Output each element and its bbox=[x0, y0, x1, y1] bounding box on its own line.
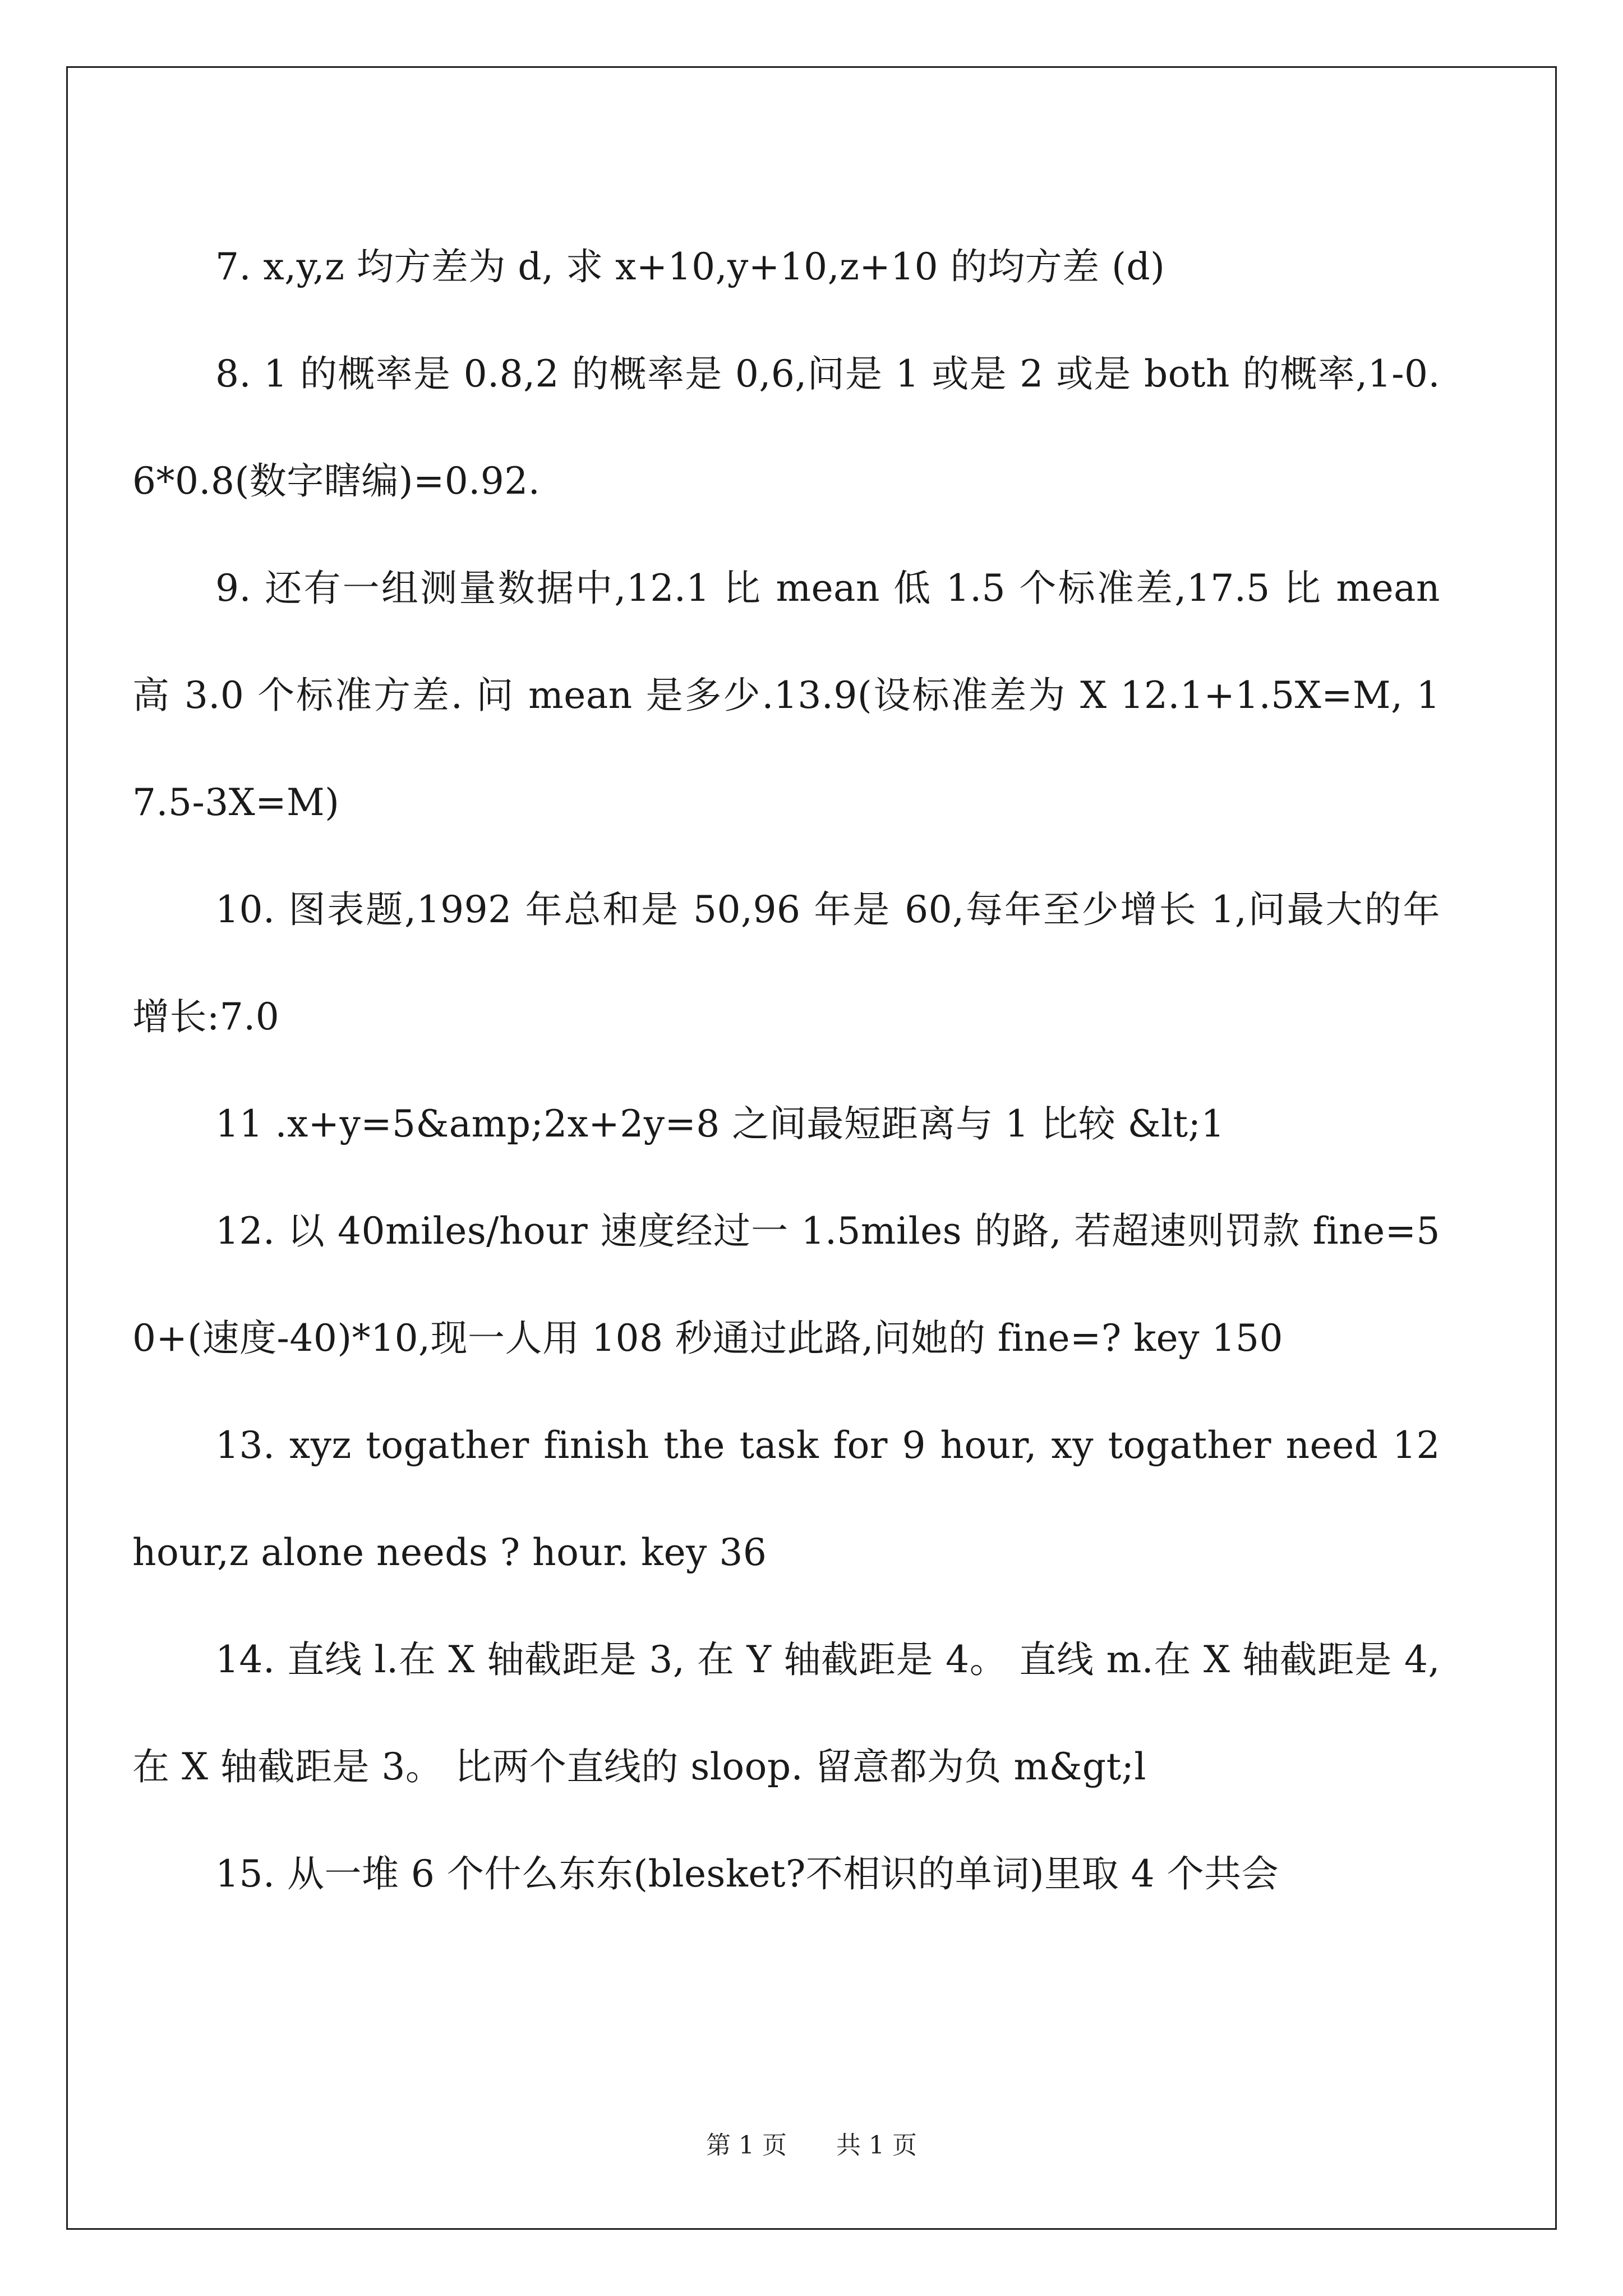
question-8: 8. 1 的概率是 0.8,2 的概率是 0,6,问是 1 或是 2 或是 both 的概率,1-0.6*0.8(数字瞎编)=0.92. bbox=[132, 352, 1440, 503]
question-10: 10. 图表题,1992 年总和是 50,96 年是 60,每年至少增长 1,问最大的年增长:7.0 bbox=[132, 888, 1440, 1038]
document-body bbox=[132, 213, 1440, 1927]
question-13: 13. xyz togather finish the task for 9 hour, xy togather need 12 hour,z alone needs ? hour. key 36 bbox=[132, 1424, 1440, 1574]
page-footer bbox=[0, 2125, 1623, 2161]
question-15: 15. 从一堆 6 个什么东东(blesket?不相识的单词)里取 4 个共会 bbox=[215, 1852, 1279, 1895]
page-number: 第 1 页 bbox=[706, 2131, 787, 2160]
page-total: 共 1 页 bbox=[836, 2131, 917, 2160]
question-12: 12. 以 40miles/hour 速度经过一 1.5miles 的路, 若超速则罚款 fine=50+(速度-40)*10,现一人用 108 秒通过此路,问她的 fine=? key 150 bbox=[132, 1209, 1440, 1360]
question-9: 9. 还有一组测量数据中,12.1 比 mean 低 1.5 个标准差,17.5 比 mean 高 3.0 个标准方差. 问 mean 是多少.13.9(设标准差为 X 12.1+1.5X=M, 17.5-3X=M) bbox=[132, 567, 1440, 824]
question-14: 14. 直线 l.在 X 轴截距是 3, 在 Y 轴截距是 4。 直线 m.在 X 轴截距是 4, 在 X 轴截距是 3。 比两个直线的 sloop. 留意都为负 m&gt;l bbox=[132, 1638, 1440, 1788]
question-11: 11 .x+y=5&amp;2x+2y=8 之间最短距离与 1 比较 &lt;1 bbox=[215, 1102, 1225, 1145]
question-7: 7. x,y,z 均方差为 d, 求 x+10,y+10,z+10 的均方差 (d) bbox=[215, 245, 1165, 288]
